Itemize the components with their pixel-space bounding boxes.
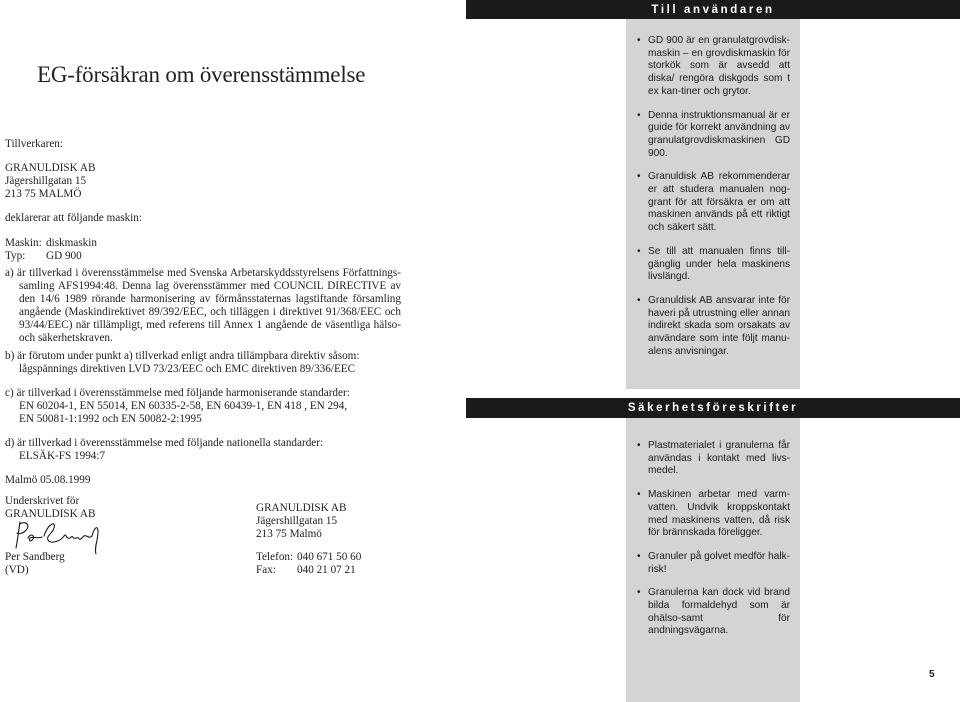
bullet-item [637,550,790,576]
bullet-text: Maskinen arbetar med varm-vatten. Undvik kroppskontakt med maskinens vatten, då risk för brännskada föreligger. [648,489,790,539]
bullet-text: Se till att manualen finns till-gänglig under hela maskinens livslängd. [648,245,790,283]
contact-company: GRANULDISK AB [256,502,347,514]
bullet-text: Granuldisk AB rekommenderar er att studera manualen nog-grant för att försäkra er om att maskinen används på ett riktigt och säkert sätt. [648,171,790,234]
safety-section-list [637,440,790,638]
bullet-text: Denna instruktionsmanual är er guide för korrekt användning av granulatgrovdiskmaskinen GD 900. [648,109,790,159]
declares-text: deklarerar att följande maskin: [5,212,142,224]
manufacturer-city: 213 75 MALMÖ [5,188,82,200]
manufacturer-street: Jägershillgatan 15 [5,175,87,187]
place-date: Malmö 05.08.1999 [5,474,91,486]
safety-section-header: Säkerhetsföreskrifter [466,398,960,418]
manufacturer-label: Tillverkaren: [5,138,64,150]
fax-label: Fax: [256,564,276,576]
bullet-icon: • [637,109,641,121]
machine-value: diskmaskin [46,237,97,249]
contact-city: 213 75 Malmö [256,528,322,540]
user-section-list [637,35,790,358]
bullet-text: Granulerna kan dock vid brand bilda formaldehyd som är ohälso-samt för andningsvägarna. [648,587,790,637]
signer-name: Per Sandberg [5,551,65,563]
bullet-item [637,294,790,359]
bullet-icon: • [637,35,641,46]
bullet-item [637,440,790,478]
page-title: EG-försäkran om överensstämmelse [37,62,366,87]
clause-c-line1: c) är tillverkad i överensstämmelse med följande harmoniserande standarder: [5,387,350,399]
manufacturer-name: GRANULDISK AB [5,162,96,174]
bullet-text: Granuler på golvet medför halk-risk! [648,550,790,575]
user-section-header: Till användaren [466,0,960,19]
bullet-icon: • [637,171,641,183]
signature-image [8,518,108,554]
clause-b-line2: lågspännings direktiven LVD 73/23/EEC och EMC direktiven 89/336/EEC [19,363,356,375]
page-number: 5 [929,669,935,680]
bullet-icon: • [637,587,641,599]
clause-d-line1: d) är tillverkad i överensstämmelse med följande nationella standarder: [5,437,324,449]
type-value: GD 900 [46,250,82,262]
phone-label: Telefon: [256,551,294,563]
signer-role: (VD) [5,564,29,576]
clause-c-line3: EN 50081-1:1992 och EN 50082-2:1995 [19,413,202,425]
phone-value: 040 671 50 60 [297,551,362,563]
bullet-item [637,109,790,161]
bullet-icon: • [637,294,641,306]
clause-d-line2: ELSÄK-FS 1994:7 [19,450,106,462]
signed-by-label: Underskrivet för [5,495,80,507]
type-label: Typ: [5,250,26,262]
bullet-item [637,171,790,235]
bullet-text: Plastmaterialet i granulerna får användas i kontakt med livs-medel. [648,440,790,477]
bullet-text: Granuldisk AB ansvarar inte för haveri på utrustning eller annan indirekt skada som orsakats av användare som inte följt manu-alens anvisningar. [648,294,790,357]
clause-c-line2: EN 60204-1, EN 55014, EN 60335-2-58, EN 60439-1, EN 418 , EN 294, [19,400,348,412]
bullet-icon: • [637,440,641,451]
bullet-icon: • [637,245,641,257]
bullet-icon: • [637,550,641,562]
fax-value: 040 21 07 21 [297,564,356,576]
bullet-icon: • [637,489,641,501]
bullet-item [637,587,790,638]
contact-street: Jägershillgatan 15 [256,515,338,527]
clause-b-line1: b) är förutom under punkt a) tillverkad enligt andra tillämpbara direktiv såsom: [5,350,360,362]
bullet-text: GD 900 är en granulatgrovdisk-maskin – en grovdiskmaskin för storkök som är avsedd att diska/ rengöra diskgods som t ex kan-tiner och grytor. [648,35,790,97]
clause-a: a) är tillverkad i överensstämmelse med Svenska Arbetarskyddsstyrelsens Författnings-samling AFS1994:48. Denna lag överensstämmer med COUNCIL DIRECTIVE av den 14/6 1989 rörande harmonisering av förmånsstaternas lagstiftande församling angående (Maskindirektivet 89/392/EEC, och tilläggen i direktivet 91/368/EEC och 93/44/EEC) när tillämpligt, med referens till Annex 1 angående de väsentliga hälso- och säkerhetskraven. [5,267,401,345]
bullet-item [637,489,790,540]
bullet-item [637,35,790,99]
signed-company: GRANULDISK AB [5,508,96,520]
machine-label: Maskin: [5,237,42,249]
bullet-item [637,245,790,284]
